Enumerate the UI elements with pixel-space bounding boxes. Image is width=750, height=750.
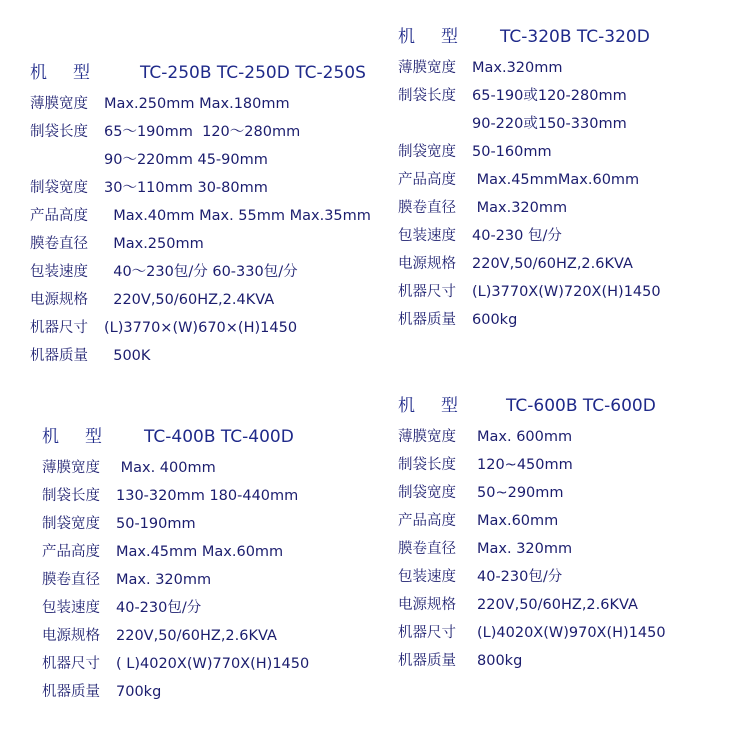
- spec-row: [398, 619, 666, 647]
- spec-label: 机器质量: [42, 684, 100, 700]
- spec-row: [42, 678, 309, 706]
- spec-value: 40-230 包/分: [472, 228, 562, 244]
- spec-value: 220V,50/60HZ,2.6KVA: [477, 597, 638, 613]
- spec-label: 机器尺寸: [398, 625, 456, 641]
- spec-row: [398, 591, 666, 619]
- spec-row: [398, 278, 661, 306]
- spec-label: 电源规格: [398, 256, 456, 272]
- spec-value: 50~290mm: [477, 485, 564, 501]
- spec-label: 包装速度: [398, 569, 456, 585]
- spec-label: 机器质量: [398, 653, 456, 669]
- spec-label: 电源规格: [30, 292, 88, 308]
- spec-block-tc-250: [30, 58, 371, 370]
- spec-label: 产品高度: [398, 513, 456, 529]
- spec-value: 50-190mm: [116, 516, 196, 532]
- spec-value: Max. 600mm: [477, 429, 573, 445]
- spec-title-row: [30, 58, 371, 83]
- spec-value: Max.320mm: [472, 60, 563, 76]
- spec-row: [398, 138, 661, 166]
- model-names: TC-320B TC-320D: [500, 27, 650, 47]
- spec-label: 包装速度: [398, 228, 456, 244]
- spec-row: [30, 118, 371, 146]
- spec-value: 220V,50/60HZ,2.6KVA: [472, 256, 633, 272]
- spec-value: Max.45mm Max.60mm: [116, 544, 284, 560]
- spec-label: 产品高度: [398, 172, 456, 188]
- spec-title-row: [42, 422, 309, 447]
- spec-row: [398, 222, 661, 250]
- spec-label: 机器尺寸: [30, 320, 88, 336]
- spec-row: [30, 90, 371, 118]
- spec-title-row: [398, 391, 666, 416]
- spec-value: Max.320mm: [472, 200, 568, 216]
- spec-row: [398, 110, 661, 138]
- model-type-label: 机型: [30, 63, 116, 83]
- spec-label: 电源规格: [398, 597, 456, 613]
- spec-row: [42, 454, 309, 482]
- spec-row: [398, 306, 661, 334]
- spec-row: [30, 342, 371, 370]
- spec-label: 电源规格: [42, 628, 100, 644]
- spec-row: [398, 647, 666, 675]
- spec-block-tc-320: [398, 22, 661, 334]
- spec-value: 90～220mm 45-90mm: [104, 152, 268, 168]
- spec-label: 产品高度: [30, 208, 88, 224]
- spec-block-tc-400: [42, 422, 309, 706]
- spec-label: 包装速度: [30, 264, 88, 280]
- spec-label: 膜卷直径: [398, 541, 456, 557]
- spec-value: Max.250mm Max.180mm: [104, 96, 290, 112]
- spec-label: 制袋宽度: [42, 516, 100, 532]
- spec-value: 500K: [104, 348, 151, 364]
- spec-label: 制袋宽度: [398, 485, 456, 501]
- spec-value: Max.60mm: [477, 513, 559, 529]
- spec-row: [42, 594, 309, 622]
- spec-label: 膜卷直径: [30, 236, 88, 252]
- spec-value: ( L)4020X(W)770X(H)1450: [116, 656, 310, 672]
- spec-value: (L)4020X(W)970X(H)1450: [477, 625, 666, 641]
- spec-row: [398, 82, 661, 110]
- spec-row: [398, 54, 661, 82]
- spec-label: 膜卷直径: [42, 572, 100, 588]
- spec-label: 制袋长度: [398, 88, 456, 104]
- spec-label: 机器尺寸: [398, 284, 456, 300]
- spec-value: 65～190mm 120～280mm: [104, 124, 301, 140]
- spec-row: [398, 451, 666, 479]
- spec-label: 制袋宽度: [30, 180, 88, 196]
- spec-row: [30, 202, 371, 230]
- model-names: TC-400B TC-400D: [144, 427, 294, 447]
- spec-value: 40～230包/分 60-330包/分: [104, 264, 298, 280]
- spec-value: 800kg: [477, 653, 523, 669]
- spec-label: 薄膜宽度: [398, 60, 456, 76]
- spec-value: 50-160mm: [472, 144, 552, 160]
- spec-block-tc-600: [398, 391, 666, 675]
- spec-value: Max.45mmMax.60mm: [472, 172, 640, 188]
- spec-row: [398, 250, 661, 278]
- spec-row: [42, 482, 309, 510]
- spec-row: [30, 230, 371, 258]
- spec-value: (L)3770×(W)670×(H)1450: [104, 320, 298, 336]
- spec-row: [398, 423, 666, 451]
- spec-value: 90-220或150-330mm: [472, 116, 627, 132]
- spec-label: 制袋宽度: [398, 144, 456, 160]
- spec-value: 120~450mm: [477, 457, 573, 473]
- spec-row: [398, 563, 666, 591]
- spec-value: 130-320mm 180-440mm: [116, 488, 299, 504]
- spec-row: [42, 510, 309, 538]
- spec-label: 薄膜宽度: [30, 96, 88, 112]
- spec-row: [398, 166, 661, 194]
- spec-value: 220V,50/60HZ,2.6KVA: [116, 628, 277, 644]
- spec-label: 制袋长度: [42, 488, 100, 504]
- spec-value: Max.250mm: [104, 236, 204, 252]
- spec-value: 40-230包/分: [477, 569, 563, 585]
- spec-row: [398, 194, 661, 222]
- spec-value: 40-230包/分: [116, 600, 202, 616]
- spec-value: Max.40mm Max. 55mm Max.35mm: [104, 208, 371, 224]
- spec-row: [398, 507, 666, 535]
- model-type-label: 机型: [42, 427, 128, 447]
- model-names: TC-600B TC-600D: [506, 396, 656, 416]
- spec-value: 220V,50/60HZ,2.4KVA: [104, 292, 275, 308]
- spec-label: 薄膜宽度: [398, 429, 456, 445]
- spec-value: Max. 320mm: [116, 572, 212, 588]
- spec-row: [42, 538, 309, 566]
- spec-row: [398, 479, 666, 507]
- spec-value: Max. 400mm: [116, 460, 216, 476]
- spec-row: [398, 535, 666, 563]
- spec-label: 机器质量: [30, 348, 88, 364]
- spec-label: 膜卷直径: [398, 200, 456, 216]
- spec-value: 30～110mm 30-80mm: [104, 180, 268, 196]
- spec-label: 机器质量: [398, 312, 456, 328]
- spec-row: [30, 146, 371, 174]
- spec-value: 700kg: [116, 684, 162, 700]
- spec-row: [42, 650, 309, 678]
- spec-row: [42, 566, 309, 594]
- spec-value: (L)3770X(W)720X(H)1450: [472, 284, 661, 300]
- model-names: TC-250B TC-250D TC-250S: [140, 63, 366, 83]
- spec-label: 制袋长度: [30, 124, 88, 140]
- spec-title-row: [398, 22, 661, 47]
- spec-label: 产品高度: [42, 544, 100, 560]
- model-type-label: 机型: [398, 396, 484, 416]
- spec-value: Max. 320mm: [477, 541, 573, 557]
- model-type-label: 机型: [398, 27, 484, 47]
- spec-label: 制袋长度: [398, 457, 456, 473]
- spec-row: [42, 622, 309, 650]
- spec-label: 机器尺寸: [42, 656, 100, 672]
- spec-row: [30, 314, 371, 342]
- spec-row: [30, 174, 371, 202]
- spec-label: 薄膜宽度: [42, 460, 100, 476]
- spec-row: [30, 258, 371, 286]
- spec-value: 600kg: [472, 312, 518, 328]
- spec-row: [30, 286, 371, 314]
- spec-label: 包装速度: [42, 600, 100, 616]
- spec-value: 65-190或120-280mm: [472, 88, 627, 104]
